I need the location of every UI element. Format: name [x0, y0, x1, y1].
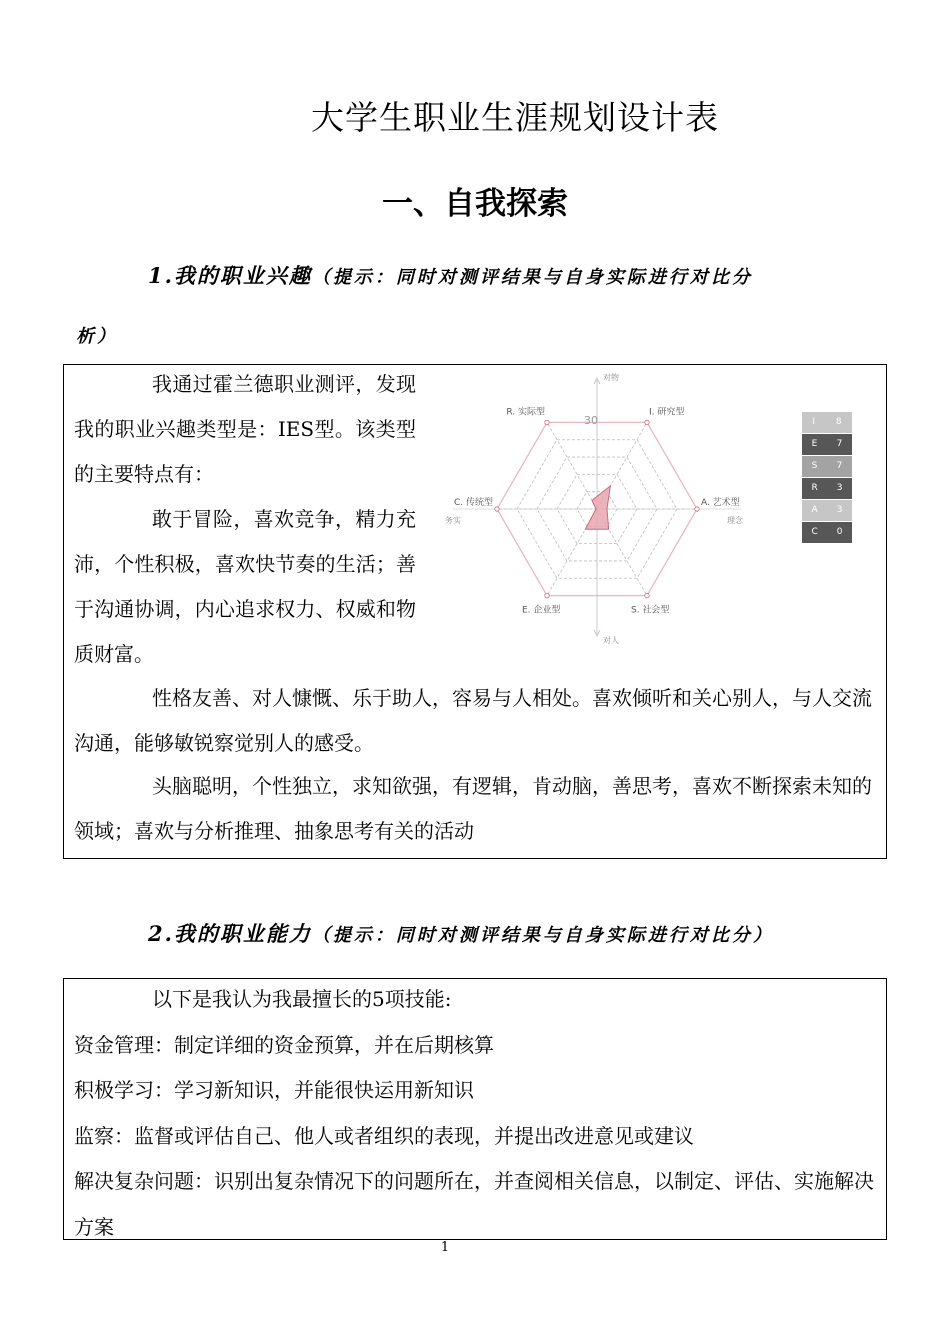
page-number: 1 — [440, 1240, 450, 1255]
vertex-marker — [545, 420, 549, 424]
score-legend — [802, 412, 852, 544]
vertex-marker — [495, 507, 499, 511]
score-row — [802, 434, 852, 456]
axis-label: A. 艺术型 — [701, 498, 740, 508]
skills-list — [74, 977, 880, 1250]
score-value: 7 — [836, 461, 843, 471]
skill-item: 积极学习：学习新知识，并能很快运用新知识 — [74, 1078, 474, 1102]
vertex-marker — [645, 420, 649, 424]
trait-social: 性格友善、对人慷慨、乐于助人，容易与人相处。喜欢倾听和关心别人，与人交流沟通，能够敏锐察觉别人的感受。 — [74, 686, 872, 755]
score-value: 3 — [836, 483, 843, 493]
vertex-marker — [695, 507, 699, 511]
section1-hint-end: 析） — [76, 326, 118, 347]
score-value: 0 — [836, 527, 843, 537]
section1-heading — [148, 260, 753, 290]
axis-end-label: 对物 — [603, 373, 619, 382]
score-row — [802, 478, 852, 500]
section2-hint: （提示：同时对测评结果与自身实际进行对比分） — [311, 925, 774, 946]
score-value: 7 — [836, 439, 843, 449]
section2-title: 2.我的职业能力 — [148, 921, 312, 946]
interest-intro-block — [74, 362, 416, 677]
spoke — [547, 422, 597, 509]
document-title: 大学生职业生涯规划设计表 — [311, 98, 719, 137]
axis-label: I. 研究型 — [649, 407, 685, 418]
section1-hint: （提示：同时对测评结果与自身实际进行对比分 — [311, 267, 753, 288]
score-code: A — [811, 505, 818, 515]
interest-intro: 我通过霍兰德职业测评，发现我的职业兴趣类型是：IES型。该类型的主要特点有： — [74, 372, 416, 486]
chapter-heading: 一、自我探索 — [382, 186, 568, 222]
skill-item: 监察：监督或评估自己、他人或者组织的表现，并提出改进意见或建议 — [74, 1123, 694, 1148]
section1-hint-continued — [76, 322, 118, 348]
score-value: 8 — [835, 417, 842, 427]
score-code: R — [811, 483, 818, 493]
axis-end-label: 务实 — [445, 516, 461, 525]
score-row — [802, 522, 852, 544]
score-code: E — [811, 439, 818, 449]
skill-item: 解决复杂问题：识别出复杂情况下的问题所在，并查阅相关信息，以制定、评估、实施解决方案 — [74, 1169, 874, 1239]
section2-heading — [148, 918, 774, 948]
axis-end-label: 对人 — [603, 636, 619, 645]
vertex-marker — [645, 593, 649, 597]
score-row — [802, 456, 852, 478]
trait-investigative: 头脑聪明，个性独立，求知欲强，有逻辑，肯动脑，善思考，喜欢不断探索未知的领域；喜欢与分析推理、抽象思考有关的活动 — [74, 774, 872, 843]
skill-item: 资金管理：制定详细的资金预算，并在后期核算 — [74, 1032, 494, 1057]
trait-enterprising: 敢于冒险，喜欢竞争，精力充沛，个性积极，喜欢快节奏的生活；善于沟通协调，内心追求权力、权威和物质财富。 — [74, 507, 416, 666]
axis-label: C. 传统型 — [453, 498, 493, 508]
section1-title: 1.我的职业兴趣 — [148, 263, 312, 288]
holland-radar-chart — [435, 368, 765, 650]
score-code: C — [811, 527, 818, 537]
axis-end-label: 理念 — [727, 516, 743, 525]
score-row — [802, 500, 852, 522]
data-area — [585, 486, 610, 529]
scale-label: 30 — [584, 414, 598, 427]
vertex-marker — [545, 593, 549, 597]
skills-intro: 以下是我认为我最擅长的5项技能: — [152, 987, 452, 1011]
score-code: I — [812, 417, 816, 427]
score-code: S — [811, 461, 818, 471]
axis-label: S. 社会型 — [631, 605, 670, 616]
score-value: 3 — [836, 505, 843, 515]
axis-label: R. 实际型 — [506, 407, 545, 418]
score-row — [802, 412, 852, 434]
axis-label: E. 企业型 — [522, 605, 561, 616]
